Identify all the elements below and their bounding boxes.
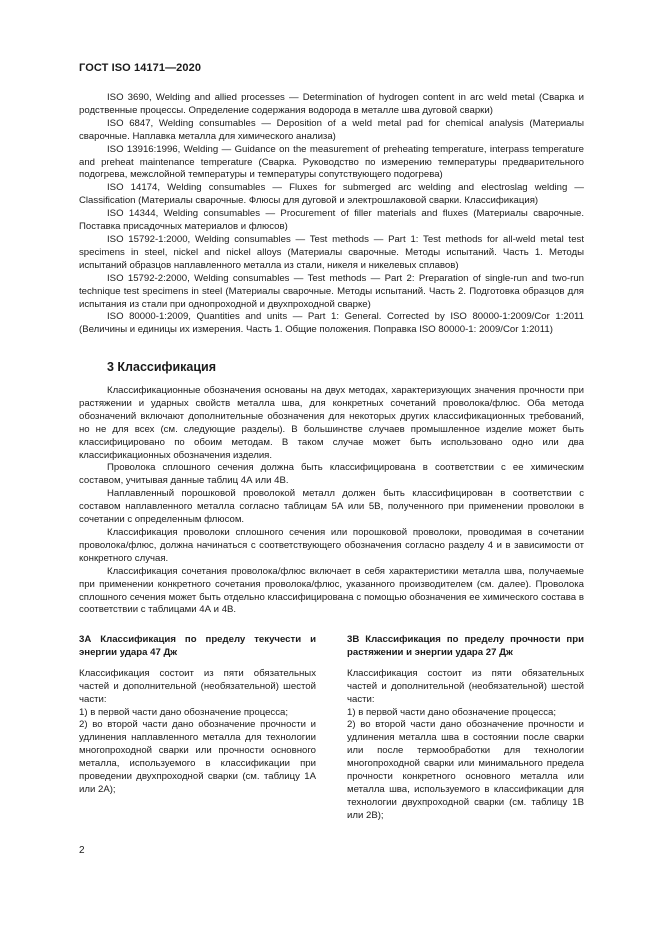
reference-item: ISO 14344, Welding consumables — Procurement of filler materials and fluxes (Материалы сварочные. Поставка присадочных материалов и флюсов) bbox=[79, 208, 584, 233]
page-number: 2 bbox=[79, 845, 85, 856]
column-heading-3a: 3А Классификация по пределу текучести и энергии удара 47 Дж bbox=[79, 634, 316, 658]
paragraph: Классификация сочетания проволока/флюс включает в себя характеристики металла шва, получаемые при применении конкретного сочетания проволока/флюс, указанного производителем (см. далее). Проволока сплошного сечения может быть отдельно классифицирована с помощью обозначения ее химического состава в соответствии с таблицами 4А и 4В. bbox=[79, 565, 584, 616]
reference-item: ISO 80000-1:2009, Quantities and units — Part 1: General. Corrected by ISO 80000-1:2009/Cor 1:2011 (Величины и единицы их измерения. Часть 1. Общие положения. Поправка ISO 80000-1: 2009/Cor 1:2011) bbox=[79, 311, 584, 336]
paragraph: Классификация проволоки сплошного сечения или порошковой проволоки, проводимая в сочетании проволока/флюс, должна начинаться с соответствующего обозначения согласно разделу 4 и в зависимости от конкретного случая. bbox=[79, 526, 584, 564]
reference-item: ISO 3690, Welding and allied processes — Determination of hydrogen content in arc weld metal (Сварка и родственные процессы. Определение содержания водорода в металле шва дуговой сварки) bbox=[79, 92, 584, 116]
section-title: 3 Классификация bbox=[107, 360, 217, 374]
column-paragraph: 2) во второй части дано обозначение прочности и удлинения металла шва в состоянии после сварки или после термообработки для технологии многопроходной сварки или минимального предела прочности конкретного основного металла или металла шва, используемого в классификации для технологии двухпроходной сварки (см. таблицу 1В или 2В); bbox=[347, 719, 584, 821]
column-paragraph: 2) во второй части дано обозначение прочности и удлинения наплавленного металла для технологии многопроходной сварки или прочности основного металла, используемого в классификации при проведении двухпроходной сварки (см. таблицу 1А или 2А); bbox=[79, 719, 316, 795]
column-3b bbox=[347, 634, 584, 823]
paragraph: Проволока сплошного сечения должна быть классифицирована в соответствии с ее химическим составом, учитывая данные таблиц 4А или 4В. bbox=[79, 462, 584, 487]
section-body bbox=[79, 385, 584, 617]
column-paragraph: 1) в первой части дано обозначение процесса; bbox=[347, 706, 557, 718]
paragraph: Классификационные обозначения основаны на двух методах, характеризующих значения прочности при растяжении и ударных свойств металла шва, для конкретных сочетаний проволока/флюс. Оба метода обозначений включают дополнительные обозначения для некоторых других классификационных требований, но не для всех (см. следующие разделы). В большинстве случаев промышленное изделие может быть классифицировано по обоим методам. В таком случае может быть использовано одно или два классификационных обозначения изделия. bbox=[79, 385, 584, 461]
reference-item: ISO 6847, Welding consumables — Deposition of a weld metal pad for chemical analysis (Материалы сварочные. Наплавка металла для химического анализа) bbox=[79, 117, 584, 142]
column-paragraph: Классификация состоит из пяти обязательных частей и дополнительной (необязательной) шестой части: bbox=[347, 667, 584, 705]
reference-item: ISO 14174, Welding consumables — Fluxes for submerged arc welding and electroslag welding — Classification (Материалы сварочные. Флюсы для дуговой и электрошлаковой сварки. Классификация) bbox=[79, 182, 584, 207]
reference-item: ISO 15792-1:2000, Welding consumables — Test methods — Part 1: Test methods for all-weld metal test specimens in steel, nickel and nickel alloys (Материалы сварочные. Методы испытаний. Часть 1. Методы испытаний образцов наплавленного металла из стали, никеля и никелевых сплавов) bbox=[79, 233, 584, 271]
paragraph: Наплавленный порошковой проволокой металл должен быть классифицирован в соответствии с составом наплавленного металла согласно таблицам 5А или 5В, полученного при применении проволоки в сочетании с определенным флюсом. bbox=[79, 488, 584, 526]
two-column-section bbox=[79, 634, 584, 823]
standard-header: ГОСТ ISO 14171—2020 bbox=[79, 62, 202, 74]
column-3a bbox=[79, 634, 316, 823]
reference-item: ISO 13916:1996, Welding — Guidance on the measurement of preheating temperature, interpass temperature and preheat maintenance temperature (Сварка. Руководство по измерению температуры предварительного подогрева, межслойной температуры и температуры сопутствующего подогрева) bbox=[79, 143, 584, 181]
column-paragraph: Классификация состоит из пяти обязательных частей и дополнительной (необязательной) шестой части: bbox=[79, 667, 316, 705]
reference-item: ISO 15792-2:2000, Welding consumables — Test methods — Part 2: Preparation of single-run and two-run technique test specimens in steel (Материалы сварочные. Методы испытаний. Часть 2. Подготовка образцов для испытания из стали при однопроходной и двухпроходной сварке) bbox=[79, 272, 584, 310]
normative-references-list bbox=[79, 92, 584, 337]
column-paragraph: 1) в первой части дано обозначение процесса; bbox=[79, 706, 289, 718]
column-heading-3b: 3В Классификация по пределу прочности при растяжении и энергии удара 27 Дж bbox=[347, 634, 584, 658]
